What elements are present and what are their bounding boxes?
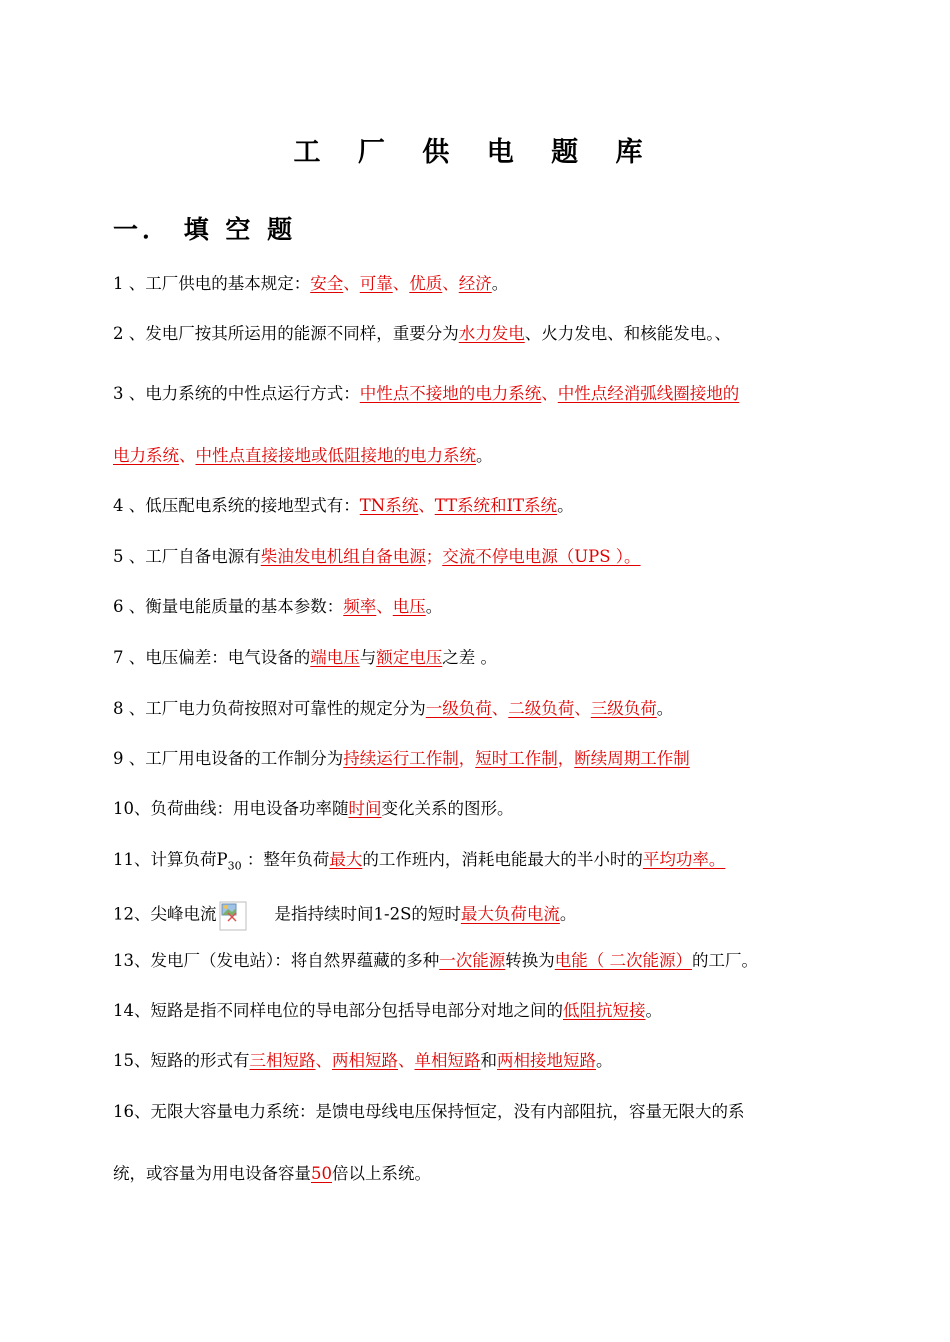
answer: 三相短路 <box>249 1051 316 1070</box>
answer: 电能（ 二次能源） <box>554 951 692 970</box>
answer: 端电压 <box>310 648 360 667</box>
answer: 柴油发电机组自备电源 <box>260 547 426 566</box>
answer: 电力系统 <box>113 446 179 465</box>
question-1: 1 、工厂供电的基本规定：安全、可靠、优质、经济。 <box>113 274 509 293</box>
answer: 安全 <box>310 274 344 293</box>
page-title: 工 厂 供 电 题 库 <box>293 137 657 168</box>
answer: 额定电压 <box>376 648 443 667</box>
question-9: 9 、工厂用电设备的工作制分为持续运行工作制，短时工作制，断续周期工作制 <box>113 749 690 768</box>
answer: 平均功率。 <box>642 850 726 869</box>
answer: 可靠 <box>359 274 393 293</box>
question-8: 8 、工厂电力负荷按照对可靠性的规定分为一级负荷、二级负荷、三级负荷。 <box>113 699 674 718</box>
answer: TN系统 <box>359 496 419 515</box>
answer: 时间 <box>348 799 382 818</box>
answer: 中性点不接地的电力系统 <box>359 384 542 403</box>
broken-image-icon <box>219 899 247 931</box>
question-16: 16、无限大容量电力系统：是馈电母线电压保持恒定，没有内部阻抗，容量无限大的系 <box>113 1102 745 1121</box>
answer: TT系统 <box>434 496 491 515</box>
question-6: 6 、衡量电能质量的基本参数：频率、电压。 <box>113 597 443 616</box>
answer: 经济 <box>458 274 492 293</box>
question-14: 14、短路是指不同样电位的导电部分包括导电部分对地之间的低阻抗短接。 <box>113 1001 662 1020</box>
answer: 两相接地短路 <box>497 1051 596 1070</box>
answer: 持续运行工作制 <box>343 749 459 768</box>
question-5: 5 、工厂自备电源有柴油发电机组自备电源；交流不停电电源（UPS ）。 <box>113 547 641 566</box>
question-4: 4 、低压配电系统的接地型式有：TN系统、TT系统和IT系统。 <box>113 496 574 515</box>
answer: 频率 <box>343 597 377 616</box>
question-11: 11、计算负荷$P_{30}$ ：整年负荷最大的工作班内，消耗电能最大的半小时的平均功率。 <box>113 850 726 873</box>
answer: 低阻抗短接 <box>563 1001 646 1020</box>
section-heading: 一． 填 空 题 <box>113 215 297 244</box>
question-7: 7 、电压偏差：电气设备的端电压与额定电压之差 。 <box>113 648 497 667</box>
answer: 最大 <box>329 850 363 869</box>
answer: 短时工作制 <box>475 749 558 768</box>
question-3: 3 、电力系统的中性点运行方式：中性点不接地的电力系统、中性点经消弧线圈接地的 <box>113 384 740 403</box>
answer: 断续周期工作制 <box>574 749 690 768</box>
answer: 最大负荷电流 <box>460 904 560 924</box>
answer: 交流不停电电源（UPS ）。 <box>442 547 641 566</box>
answer: 单相短路 <box>414 1051 481 1070</box>
question-13: 13、发电厂（发电站）：将自然界蕴藏的多种一次能源转换为电能（ 二次能源）的工厂。 <box>113 951 758 970</box>
answer: 优质 <box>409 274 443 293</box>
answer: 50 <box>311 1164 332 1183</box>
answer: 二级负荷 <box>508 699 575 718</box>
answer: 三级负荷 <box>590 699 657 718</box>
answer: IT系统 <box>506 496 558 515</box>
question-2: 2 、发电厂按其所运用的能源不同样，重要分为水力发电、火力发电、和核能发电。、 <box>113 324 731 343</box>
question-15: 15、短路的形式有三相短路、两相短路、单相短路和两相接地短路。 <box>113 1051 613 1070</box>
answer: 电压 <box>392 597 426 616</box>
question-10: 10、负荷曲线：用电设备功率随时间变化关系的图形。 <box>113 799 514 818</box>
answer: 中性点经消弧线圈接地的 <box>557 384 740 403</box>
question-16-continued: 统，或容量为用电设备容量50倍以上系统。 <box>113 1164 431 1183</box>
answer: 中性点直接接地或低阻接地的电力系统 <box>195 446 476 465</box>
answer: 水力发电 <box>458 324 525 343</box>
answer: 一级负荷 <box>425 699 492 718</box>
question-3-continued: 电力系统、中性点直接接地或低阻接地的电力系统。 <box>113 446 493 465</box>
answer: 两相短路 <box>332 1051 398 1070</box>
answer: 一次能源 <box>439 951 506 970</box>
question-12: 12、尖峰电流 是指持续时间1-2S的短时最大负荷电流。 <box>113 899 576 931</box>
